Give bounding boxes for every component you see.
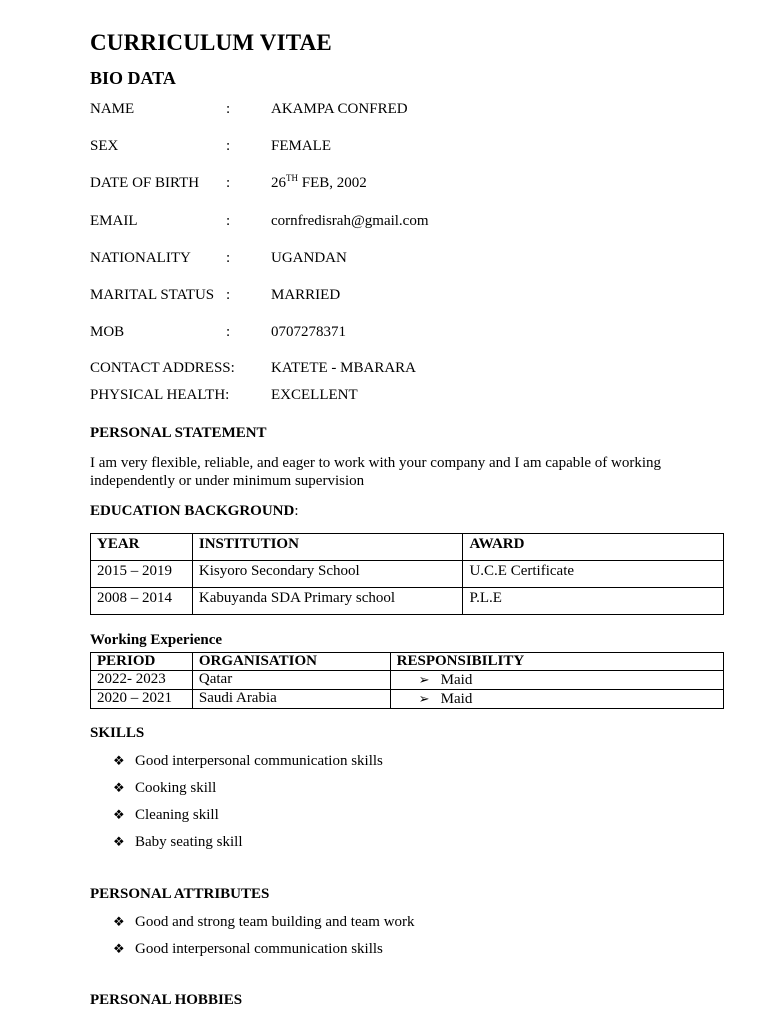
working-experience-heading: Working Experience xyxy=(90,632,223,648)
education-award: P.L.E xyxy=(463,588,724,615)
diamond-bullet-icon: ❖ xyxy=(113,834,125,849)
table-row xyxy=(91,561,724,588)
bio-value: KATETE - MBARARA xyxy=(271,360,416,376)
work-responsibility xyxy=(390,671,723,690)
education-institution: Kabuyanda SDA Primary school xyxy=(192,588,463,615)
column-header-award: AWARD xyxy=(463,534,724,561)
attribute-text: Good and strong team building and team work xyxy=(135,914,415,930)
education-institution: Kisyoro Secondary School xyxy=(192,561,463,588)
bio-row-mob xyxy=(90,324,690,344)
responsibility-text: Maid xyxy=(440,691,473,707)
bio-value: EXCELLENT xyxy=(271,387,358,403)
bio-label: EMAIL xyxy=(90,213,138,229)
bio-colon: : xyxy=(226,101,231,117)
skill-text: Baby seating skill xyxy=(135,834,243,850)
work-responsibility xyxy=(390,690,723,709)
bio-value: 0707278371 xyxy=(271,324,346,340)
bio-colon: : xyxy=(226,138,231,154)
bio-row-name xyxy=(90,101,690,121)
bio-row-email xyxy=(90,213,690,233)
bio-colon: : xyxy=(226,324,231,340)
work-header-row xyxy=(91,653,724,671)
table-row xyxy=(91,690,724,709)
table-row xyxy=(91,671,724,690)
column-header-responsibility: RESPONSIBILITY xyxy=(390,653,723,671)
education-header-row xyxy=(91,534,724,561)
bio-value xyxy=(271,175,367,192)
personal-hobbies-heading: PERSONAL HOBBIES xyxy=(90,992,243,1008)
attribute-text: Good interpersonal communication skills xyxy=(135,941,383,957)
responsibility-text: Maid xyxy=(440,672,473,688)
personal-statement-heading: PERSONAL STATEMENT xyxy=(90,425,267,441)
dob-day: 26 xyxy=(271,175,286,191)
bio-value: MARRIED xyxy=(271,287,341,303)
work-period: 2022- 2023 xyxy=(91,671,193,690)
bio-row-date-of-birth xyxy=(90,175,690,195)
education-heading-text: EDUCATION BACKGROUND xyxy=(90,503,295,519)
bio-label: NATIONALITY xyxy=(90,250,191,266)
bio-label: MOB xyxy=(90,324,125,340)
education-year: 2008 – 2014 xyxy=(91,588,193,615)
dob-ordinal: TH xyxy=(286,173,298,183)
column-header-period: PERIOD xyxy=(91,653,193,671)
bio-label: PHYSICAL HEALTH: xyxy=(90,387,230,403)
bio-value: UGANDAN xyxy=(271,250,347,266)
skills-heading: SKILLS xyxy=(90,725,145,741)
diamond-bullet-icon: ❖ xyxy=(113,941,125,956)
document-title: CURRICULUM VITAE xyxy=(90,30,332,55)
bio-row-marital-status xyxy=(90,287,690,307)
bio-colon: : xyxy=(226,175,231,191)
diamond-bullet-icon: ❖ xyxy=(113,807,125,822)
bio-data-heading: BIO DATA xyxy=(90,68,176,88)
column-header-institution: INSTITUTION xyxy=(192,534,463,561)
bio-row-nationality xyxy=(90,250,690,270)
bio-row-physical-health xyxy=(90,387,690,407)
bio-value: FEMALE xyxy=(271,138,331,154)
education-heading-colon: : xyxy=(294,503,299,519)
bio-colon: : xyxy=(226,213,231,229)
table-row xyxy=(91,588,724,615)
bio-colon: : xyxy=(226,287,231,303)
bio-value: cornfredisrah@gmail.com xyxy=(271,213,429,229)
bio-label: SEX xyxy=(90,138,119,154)
personal-statement-text: I am very flexible, reliable, and eager to work with your company and I am capable of working independently or under minimum supervision xyxy=(90,455,662,489)
skill-text: Cleaning skill xyxy=(135,807,219,823)
work-period: 2020 – 2021 xyxy=(91,690,193,709)
column-header-year: YEAR xyxy=(91,534,193,561)
education-year: 2015 – 2019 xyxy=(91,561,193,588)
work-experience-table xyxy=(90,652,724,709)
skill-text: Good interpersonal communication skills xyxy=(135,753,383,769)
arrow-bullet-icon: ➢ xyxy=(418,672,430,687)
bio-label: DATE OF BIRTH xyxy=(90,175,200,191)
skill-text: Cooking skill xyxy=(135,780,217,796)
bio-label: MARITAL STATUS xyxy=(90,287,215,303)
diamond-bullet-icon: ❖ xyxy=(113,753,125,768)
bio-value: AKAMPA CONFRED xyxy=(271,101,408,117)
bio-colon: : xyxy=(226,250,231,266)
diamond-bullet-icon: ❖ xyxy=(113,780,125,795)
bio-row-sex xyxy=(90,138,690,158)
bio-row-contact-address xyxy=(90,360,690,380)
dob-month-year: FEB, 2002 xyxy=(298,175,367,191)
education-award: U.C.E Certificate xyxy=(463,561,724,588)
education-heading xyxy=(90,503,299,520)
personal-attributes-heading: PERSONAL ATTRIBUTES xyxy=(90,886,270,902)
bio-label: NAME xyxy=(90,101,135,117)
column-header-organisation: ORGANISATION xyxy=(192,653,390,671)
arrow-bullet-icon: ➢ xyxy=(418,691,430,706)
work-organisation: Saudi Arabia xyxy=(192,690,390,709)
diamond-bullet-icon: ❖ xyxy=(113,914,125,929)
education-table xyxy=(90,533,724,615)
work-organisation: Qatar xyxy=(192,671,390,690)
bio-label: CONTACT ADDRESS: xyxy=(90,360,235,376)
